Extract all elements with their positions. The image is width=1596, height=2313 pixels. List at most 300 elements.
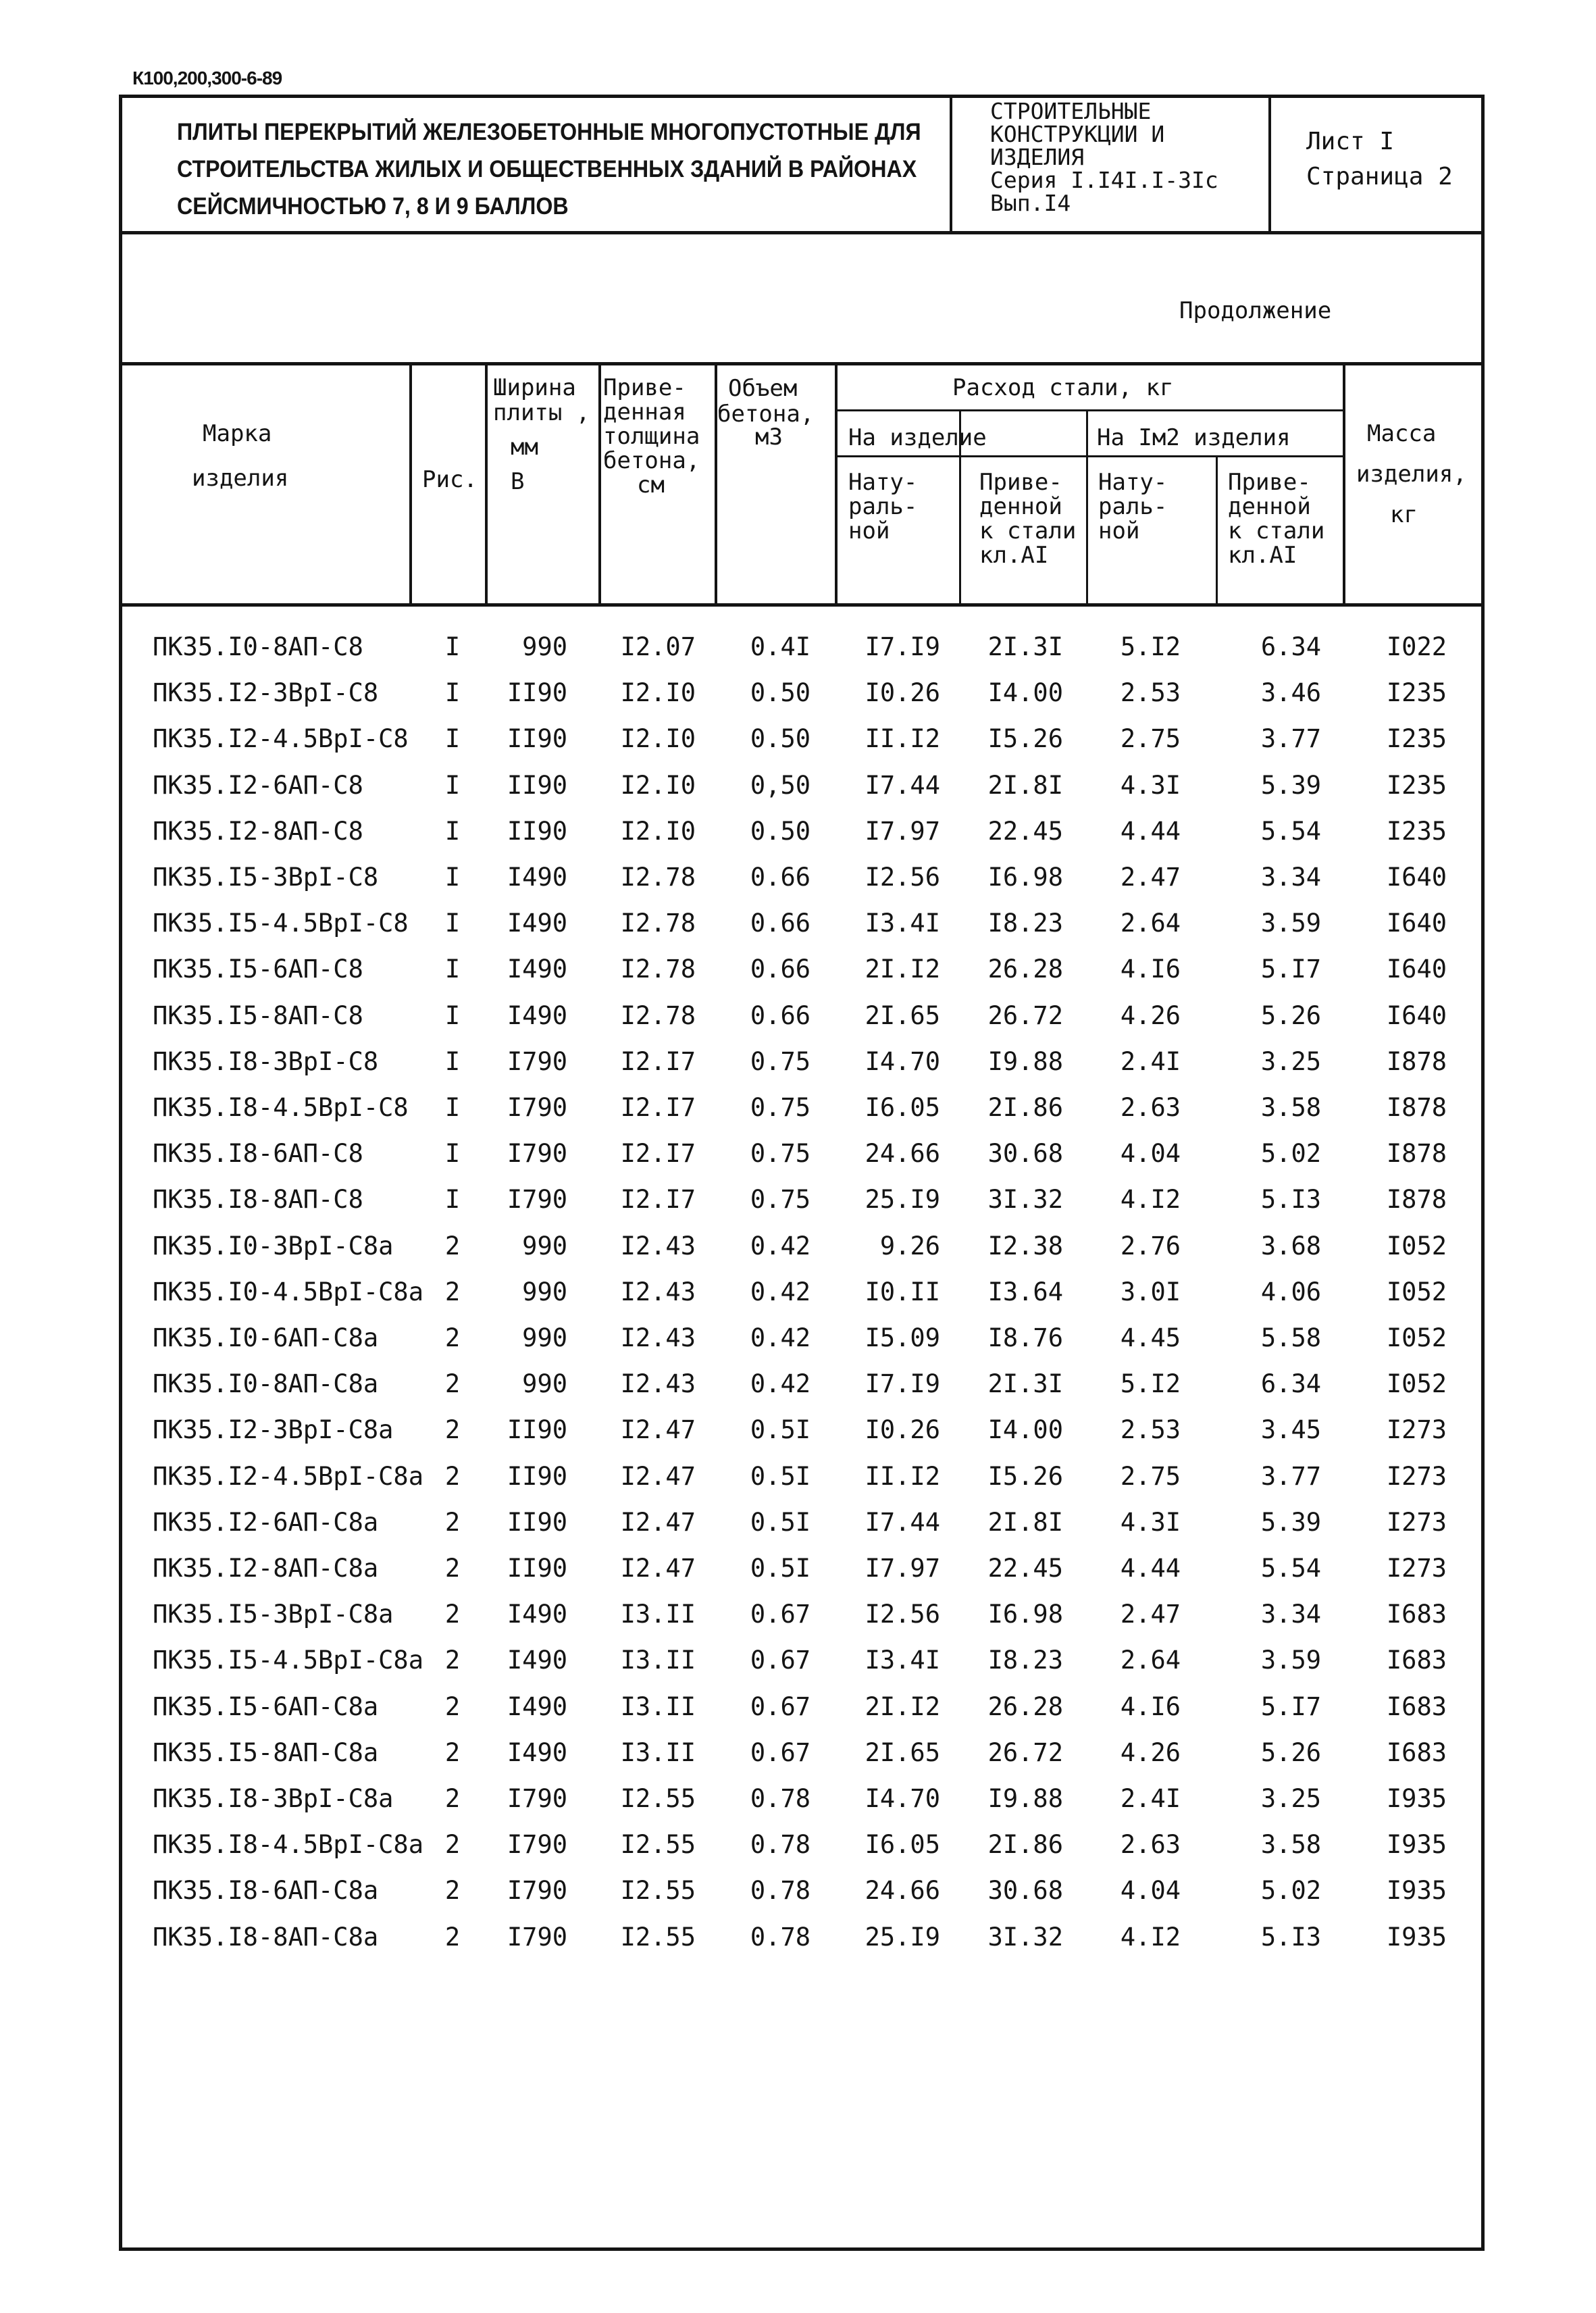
header-text: Масса	[1367, 420, 1437, 447]
cell-steel-natural: I3.4I	[865, 1646, 940, 1675]
cell-mark: ПК35.I2-4.5ВрI-С8а	[153, 1462, 423, 1491]
header-text: В	[511, 468, 525, 495]
cell-steel-natural: 2I.65	[865, 1738, 940, 1767]
cell-fig: I	[444, 1001, 461, 1030]
header-text: ной	[848, 517, 890, 544]
series-line: КОНСТРУКЦИИ И	[990, 121, 1165, 147]
cell-steel-reduced: I4.00	[987, 678, 1063, 707]
cell-mass: I273	[1386, 1554, 1447, 1583]
cell-mass: I235	[1386, 724, 1447, 753]
cell-volume: 0.50	[750, 678, 810, 707]
cell-mark: ПК35.I0-8АП-С8а	[153, 1369, 379, 1398]
header-mass	[1356, 413, 1467, 535]
cell-thickness: I2.47	[620, 1415, 696, 1444]
cell-thickness: I2.55	[620, 1876, 696, 1905]
cell-m2-reduced: 3.46	[1260, 678, 1321, 707]
cell-mass: I273	[1386, 1462, 1447, 1491]
cell-steel-natural: I7.I9	[865, 1369, 940, 1398]
cell-width: I490	[507, 955, 567, 984]
table-top-rule	[119, 362, 1485, 365]
header-text: см	[637, 472, 665, 499]
cell-thickness: I2.47	[620, 1462, 696, 1491]
cell-m2-natural: 4.I6	[1120, 955, 1181, 984]
cell-fig: 2	[444, 1830, 461, 1859]
cell-width: I790	[507, 1047, 567, 1076]
cell-m2-reduced: 3.45	[1260, 1415, 1321, 1444]
cell-thickness: I2.47	[620, 1508, 696, 1537]
cell-volume: 0.75	[750, 1093, 810, 1122]
cell-steel-natural: 25.I9	[865, 1185, 940, 1214]
document-code: К100,200,300-6-89	[132, 68, 282, 88]
cell-thickness: I2.43	[620, 1323, 696, 1352]
cell-m2-natural: 2.47	[1120, 863, 1181, 892]
cell-m2-reduced: 5.39	[1260, 1508, 1321, 1537]
cell-m2-natural: 4.04	[1120, 1139, 1181, 1168]
cell-steel-natural: I2.56	[865, 863, 940, 892]
cell-volume: 0.78	[750, 1923, 810, 1952]
cell-steel-reduced: I5.26	[987, 724, 1063, 753]
cell-steel-reduced: I5.26	[987, 1462, 1063, 1491]
cell-mark: ПК35.I0-6АП-С8а	[153, 1323, 379, 1352]
header-text: к стали	[1228, 517, 1325, 544]
cell-width: II90	[507, 1415, 567, 1444]
header-text: денной	[979, 493, 1062, 520]
header-per-item: На изделие	[848, 424, 987, 451]
title-line: СЕЙСМИЧНОСТЬЮ 7, 8 И 9 БАЛЛОВ	[177, 193, 569, 220]
cell-width: I790	[507, 1876, 567, 1905]
cell-m2-natural: 2.76	[1120, 1231, 1181, 1261]
cell-width: II90	[507, 1462, 567, 1491]
cell-mark: ПК35.I5-4.5ВрI-С8	[153, 909, 409, 938]
column-divider	[835, 363, 838, 605]
cell-width: 990	[522, 1323, 567, 1352]
cell-m2-natural: 2.75	[1120, 1462, 1181, 1491]
header-thickness	[603, 376, 700, 497]
cell-volume: 0.75	[750, 1185, 810, 1214]
cell-fig: 2	[444, 1369, 461, 1398]
column-divider	[485, 363, 488, 605]
cell-thickness: I3.II	[620, 1646, 696, 1675]
cell-steel-reduced: 2I.86	[987, 1093, 1063, 1122]
cell-m2-reduced: 5.58	[1260, 1323, 1321, 1352]
cell-m2-natural: 4.3I	[1120, 1508, 1181, 1537]
cell-volume: 0.42	[750, 1323, 810, 1352]
cell-volume: 0.66	[750, 863, 810, 892]
column-divider	[409, 363, 412, 605]
cell-fig: I	[444, 817, 461, 846]
cell-width: I790	[507, 1784, 567, 1813]
sheet-info	[1306, 124, 1475, 195]
cell-steel-reduced: 26.72	[987, 1738, 1063, 1767]
cell-mark: ПК35.I8-4.5ВрI-С8	[153, 1093, 409, 1122]
cell-fig: I	[444, 955, 461, 984]
cell-m2-natural: 2.75	[1120, 724, 1181, 753]
cell-mass: I878	[1386, 1185, 1447, 1214]
cell-m2-natural: 2.64	[1120, 909, 1181, 938]
cell-m2-natural: 4.26	[1120, 1738, 1181, 1767]
cell-steel-natural: I4.70	[865, 1784, 940, 1813]
cell-fig: 2	[444, 1462, 461, 1491]
cell-fig: 2	[444, 1646, 461, 1675]
cell-volume: 0.66	[750, 1001, 810, 1030]
cell-m2-reduced: 5.54	[1260, 817, 1321, 846]
header-text: раль-	[848, 493, 918, 520]
cell-m2-natural: 2.64	[1120, 1646, 1181, 1675]
cell-mark: ПК35.I8-6АП-С8	[153, 1139, 363, 1168]
cell-fig: 2	[444, 1323, 461, 1352]
header-text: кг	[1390, 501, 1418, 528]
cell-m2-reduced: 5.I7	[1260, 1692, 1321, 1721]
cell-volume: 0,50	[750, 771, 810, 800]
cell-fig: 2	[444, 1738, 461, 1767]
cell-steel-natural: 24.66	[865, 1876, 940, 1905]
title-line: СТРОИТЕЛЬСТВА ЖИЛЫХ И ОБЩЕСТВЕННЫХ ЗДАНИЙ В РАЙОНАХ	[177, 156, 917, 182]
cell-mark: ПК35.I2-6АП-С8	[153, 771, 363, 800]
header-text: денной	[1228, 493, 1311, 520]
header-text: изделия	[192, 465, 289, 492]
cell-m2-reduced: 3.59	[1260, 909, 1321, 938]
cell-m2-reduced: 3.58	[1260, 1093, 1321, 1122]
cell-steel-reduced: 30.68	[987, 1876, 1063, 1905]
header-text: Приве-	[979, 469, 1062, 496]
cell-fig: I	[444, 724, 461, 753]
cell-fig: 2	[444, 1692, 461, 1721]
cell-volume: 0.66	[750, 909, 810, 938]
cell-volume: 0.67	[750, 1692, 810, 1721]
cell-mark: ПК35.I5-3ВрI-С8	[153, 863, 379, 892]
cell-m2-natural: 2.63	[1120, 1093, 1181, 1122]
cell-m2-reduced: 3.77	[1260, 1462, 1321, 1491]
cell-m2-reduced: 6.34	[1260, 1369, 1321, 1398]
cell-steel-reduced: 26.72	[987, 1001, 1063, 1030]
cell-width: II90	[507, 724, 567, 753]
cell-mark: ПК35.I8-3ВрI-С8а	[153, 1784, 394, 1813]
cell-steel-reduced: 26.28	[987, 955, 1063, 984]
cell-steel-reduced: 30.68	[987, 1139, 1063, 1168]
cell-mass: I235	[1386, 817, 1447, 846]
header-text: кл.AI	[979, 542, 1049, 569]
cell-fig: I	[444, 909, 461, 938]
header-volume	[717, 376, 814, 450]
column-divider	[1086, 411, 1088, 605]
cell-m2-natural: 4.44	[1120, 817, 1181, 846]
cell-width: I490	[507, 1738, 567, 1767]
cell-m2-natural: 4.04	[1120, 1876, 1181, 1905]
cell-mark: ПК35.I2-3ВрI-С8а	[153, 1415, 394, 1444]
title-block	[119, 95, 1485, 234]
cell-steel-natural: II.I2	[865, 724, 940, 753]
cell-width: I490	[507, 909, 567, 938]
cell-volume: 0.67	[750, 1738, 810, 1767]
sheet-number: Лист I	[1306, 128, 1395, 155]
cell-volume: 0.50	[750, 817, 810, 846]
cell-m2-reduced: 5.26	[1260, 1001, 1321, 1030]
cell-steel-reduced: 26.28	[987, 1692, 1063, 1721]
cell-m2-reduced: 5.I3	[1260, 1185, 1321, 1214]
cell-steel-reduced: I8.76	[987, 1323, 1063, 1352]
cell-steel-natural: I4.70	[865, 1047, 940, 1076]
cell-steel-natural: I0.26	[865, 1415, 940, 1444]
cell-m2-natural: 5.I2	[1120, 1369, 1181, 1398]
cell-fig: 2	[444, 1231, 461, 1261]
cell-m2-reduced: 5.02	[1260, 1876, 1321, 1905]
header-text: м3	[755, 424, 783, 451]
cell-m2-reduced: 3.25	[1260, 1047, 1321, 1076]
cell-width: 990	[522, 632, 567, 661]
cell-steel-natural: I0.26	[865, 678, 940, 707]
cell-volume: 0.5I	[750, 1508, 810, 1537]
cell-thickness: I2.I0	[620, 724, 696, 753]
cell-thickness: I3.II	[620, 1600, 696, 1629]
cell-steel-reduced: I8.23	[987, 909, 1063, 938]
cell-fig: I	[444, 1093, 461, 1122]
header-text: раль-	[1098, 493, 1168, 520]
cell-steel-natural: I2.56	[865, 1600, 940, 1629]
header-text: Нату-	[848, 469, 918, 496]
title-block-divider	[950, 95, 952, 232]
cell-width: I790	[507, 1185, 567, 1214]
cell-m2-reduced: 4.06	[1260, 1277, 1321, 1306]
header-per-m2: На Iм2 изделия	[1097, 424, 1291, 451]
column-divider	[598, 363, 601, 605]
cell-thickness: I2.78	[620, 1001, 696, 1030]
cell-steel-natural: I7.97	[865, 1554, 940, 1583]
cell-fig: 2	[444, 1876, 461, 1905]
cell-m2-reduced: 5.26	[1260, 1738, 1321, 1767]
cell-fig: I	[444, 1139, 461, 1168]
cell-mark: ПК35.I8-8АП-С8	[153, 1185, 363, 1214]
header-subrule	[836, 409, 1344, 411]
cell-m2-reduced: 5.39	[1260, 771, 1321, 800]
cell-m2-natural: 2.4I	[1120, 1047, 1181, 1076]
cell-thickness: I2.07	[620, 632, 696, 661]
header-steel: Расход стали, кг	[952, 374, 1174, 401]
header-mark	[192, 420, 289, 492]
cell-thickness: I2.43	[620, 1369, 696, 1398]
cell-mass: I273	[1386, 1415, 1447, 1444]
header-subrule	[836, 455, 1344, 457]
cell-fig: 2	[444, 1277, 461, 1306]
cell-mass: I683	[1386, 1600, 1447, 1629]
continuation-label: Продолжение	[1179, 297, 1332, 324]
cell-steel-reduced: 3I.32	[987, 1185, 1063, 1214]
cell-steel-reduced: 3I.32	[987, 1923, 1063, 1952]
cell-volume: 0.5I	[750, 1415, 810, 1444]
cell-volume: 0.42	[750, 1277, 810, 1306]
cell-fig: I	[444, 678, 461, 707]
series-info	[990, 100, 1260, 215]
cell-steel-natural: 25.I9	[865, 1923, 940, 1952]
cell-mark: ПК35.I0-4.5ВрI-С8а	[153, 1277, 423, 1306]
cell-thickness: I2.I0	[620, 678, 696, 707]
cell-mark: ПК35.I8-6АП-С8а	[153, 1876, 379, 1905]
header-natural-item	[848, 470, 917, 543]
cell-thickness: I2.I7	[620, 1047, 696, 1076]
cell-volume: 0.75	[750, 1047, 810, 1076]
cell-steel-reduced: 2I.8I	[987, 771, 1063, 800]
header-text: изделия,	[1356, 461, 1467, 488]
cell-steel-natural: I6.05	[865, 1093, 940, 1122]
cell-m2-natural: 4.45	[1120, 1323, 1181, 1352]
cell-steel-reduced: 2I.8I	[987, 1508, 1063, 1537]
header-fig: Рис.	[422, 466, 478, 493]
cell-mark: ПК35.I0-3ВрI-С8а	[153, 1231, 394, 1261]
cell-width: I490	[507, 1600, 567, 1629]
header-reduced-item	[979, 470, 1076, 567]
cell-volume: 0.78	[750, 1784, 810, 1813]
header-text: к стали	[979, 517, 1077, 544]
cell-steel-natural: 2I.I2	[865, 955, 940, 984]
cell-width: II90	[507, 1554, 567, 1583]
cell-thickness: I2.I0	[620, 817, 696, 846]
cell-fig: 2	[444, 1554, 461, 1583]
header-text: Приве-	[603, 374, 686, 401]
cell-mass: I640	[1386, 863, 1447, 892]
cell-thickness: I2.55	[620, 1923, 696, 1952]
title-block-divider	[1268, 95, 1271, 232]
cell-fig: 2	[444, 1415, 461, 1444]
cell-mass: I052	[1386, 1323, 1447, 1352]
cell-fig: 2	[444, 1600, 461, 1629]
cell-volume: 0.78	[750, 1830, 810, 1859]
cell-m2-natural: 4.I6	[1120, 1692, 1181, 1721]
cell-steel-reduced: 2I.86	[987, 1830, 1063, 1859]
cell-m2-reduced: 3.34	[1260, 863, 1321, 892]
cell-m2-natural: 4.I2	[1120, 1923, 1181, 1952]
cell-mass: I683	[1386, 1738, 1447, 1767]
cell-steel-reduced: I6.98	[987, 1600, 1063, 1629]
cell-mark: ПК35.I5-4.5ВрI-С8а	[153, 1646, 423, 1675]
cell-m2-natural: 3.0I	[1120, 1277, 1181, 1306]
cell-thickness: I2.I7	[620, 1185, 696, 1214]
cell-m2-reduced: 5.I3	[1260, 1923, 1321, 1952]
cell-steel-reduced: I9.88	[987, 1047, 1063, 1076]
cell-thickness: I2.78	[620, 909, 696, 938]
cell-volume: 0.67	[750, 1646, 810, 1675]
cell-mass: I235	[1386, 678, 1447, 707]
cell-mass: I052	[1386, 1277, 1447, 1306]
cell-width: I490	[507, 1001, 567, 1030]
cell-m2-reduced: 3.59	[1260, 1646, 1321, 1675]
cell-steel-reduced: 2I.3I	[987, 632, 1063, 661]
cell-steel-reduced: I8.23	[987, 1646, 1063, 1675]
header-text: бетона,	[717, 401, 815, 428]
cell-m2-natural: 4.26	[1120, 1001, 1181, 1030]
cell-mark: ПК35.I5-8АП-С8а	[153, 1738, 379, 1767]
cell-thickness: I2.I7	[620, 1093, 696, 1122]
cell-steel-reduced: I2.38	[987, 1231, 1063, 1261]
cell-width: II90	[507, 817, 567, 846]
cell-mark: ПК35.I5-8АП-С8	[153, 1001, 363, 1030]
cell-mass: I683	[1386, 1646, 1447, 1675]
series-line: СТРОИТЕЛЬНЫЕ	[990, 98, 1152, 124]
cell-m2-natural: 4.I2	[1120, 1185, 1181, 1214]
cell-m2-natural: 4.3I	[1120, 771, 1181, 800]
cell-m2-reduced: 5.02	[1260, 1139, 1321, 1168]
cell-mark: ПК35.I8-4.5ВрI-С8а	[153, 1830, 423, 1859]
cell-thickness: I2.43	[620, 1231, 696, 1261]
column-divider	[1216, 457, 1218, 605]
cell-steel-reduced: 22.45	[987, 817, 1063, 846]
cell-steel-natural: 9.26	[879, 1231, 940, 1261]
cell-thickness: I3.II	[620, 1738, 696, 1767]
cell-m2-reduced: 3.68	[1260, 1231, 1321, 1261]
cell-thickness: I2.55	[620, 1830, 696, 1859]
cell-width: I490	[507, 863, 567, 892]
cell-mass: I935	[1386, 1923, 1447, 1952]
cell-volume: 0.75	[750, 1139, 810, 1168]
cell-m2-reduced: 5.54	[1260, 1554, 1321, 1583]
cell-width: I490	[507, 1692, 567, 1721]
cell-thickness: I2.I7	[620, 1139, 696, 1168]
cell-steel-reduced: I6.98	[987, 863, 1063, 892]
series-line: ИЗДЕЛИЯ	[990, 144, 1085, 170]
cell-fig: I	[444, 632, 461, 661]
cell-volume: 0.50	[750, 724, 810, 753]
cell-m2-natural: 2.4I	[1120, 1784, 1181, 1813]
cell-mass: I640	[1386, 1001, 1447, 1030]
header-text: бетона,	[603, 447, 700, 474]
cell-m2-natural: 2.53	[1120, 678, 1181, 707]
cell-mark: ПК35.I2-8АП-С8а	[153, 1554, 379, 1583]
cell-volume: 0.4I	[750, 632, 810, 661]
cell-thickness: I2.47	[620, 1554, 696, 1583]
cell-thickness: I2.78	[620, 955, 696, 984]
cell-steel-reduced: 2I.3I	[987, 1369, 1063, 1398]
header-text: мм	[511, 434, 538, 461]
cell-width: II90	[507, 771, 567, 800]
cell-width: I790	[507, 1093, 567, 1122]
header-text: Ширина	[493, 374, 576, 401]
cell-mass: I878	[1386, 1139, 1447, 1168]
cell-mark: ПК35.I5-6АП-С8	[153, 955, 363, 984]
cell-thickness: I2.I0	[620, 771, 696, 800]
cell-mass: I878	[1386, 1093, 1447, 1122]
cell-m2-reduced: 6.34	[1260, 632, 1321, 661]
cell-steel-natural: 2I.I2	[865, 1692, 940, 1721]
header-text: Марка	[203, 420, 272, 447]
cell-m2-natural: 4.44	[1120, 1554, 1181, 1583]
table-header-rule	[119, 603, 1485, 607]
cell-mass: I640	[1386, 909, 1447, 938]
cell-m2-natural: 2.63	[1120, 1830, 1181, 1859]
cell-mass: I052	[1386, 1231, 1447, 1261]
cell-steel-natural: I7.I9	[865, 632, 940, 661]
cell-steel-natural: I7.44	[865, 1508, 940, 1537]
header-text: ной	[1098, 517, 1140, 544]
cell-mass: I935	[1386, 1784, 1447, 1813]
cell-thickness: I2.43	[620, 1277, 696, 1306]
cell-steel-natural: 2I.65	[865, 1001, 940, 1030]
header-natural-m2	[1098, 470, 1167, 543]
cell-thickness: I2.55	[620, 1784, 696, 1813]
header-text: кл.AI	[1228, 542, 1297, 569]
cell-width: II90	[507, 678, 567, 707]
cell-width: 990	[522, 1369, 567, 1398]
cell-thickness: I2.78	[620, 863, 696, 892]
cell-steel-natural: II.I2	[865, 1462, 940, 1491]
cell-thickness: I3.II	[620, 1692, 696, 1721]
cell-mark: ПК35.I2-3ВрI-С8	[153, 678, 379, 707]
cell-steel-natural: I0.II	[865, 1277, 940, 1306]
cell-steel-reduced: I4.00	[987, 1415, 1063, 1444]
cell-steel-natural: I7.97	[865, 817, 940, 846]
cell-m2-natural: 5.I2	[1120, 632, 1181, 661]
cell-fig: I	[444, 771, 461, 800]
cell-mass: I235	[1386, 771, 1447, 800]
cell-volume: 0.78	[750, 1876, 810, 1905]
cell-volume: 0.5I	[750, 1462, 810, 1491]
